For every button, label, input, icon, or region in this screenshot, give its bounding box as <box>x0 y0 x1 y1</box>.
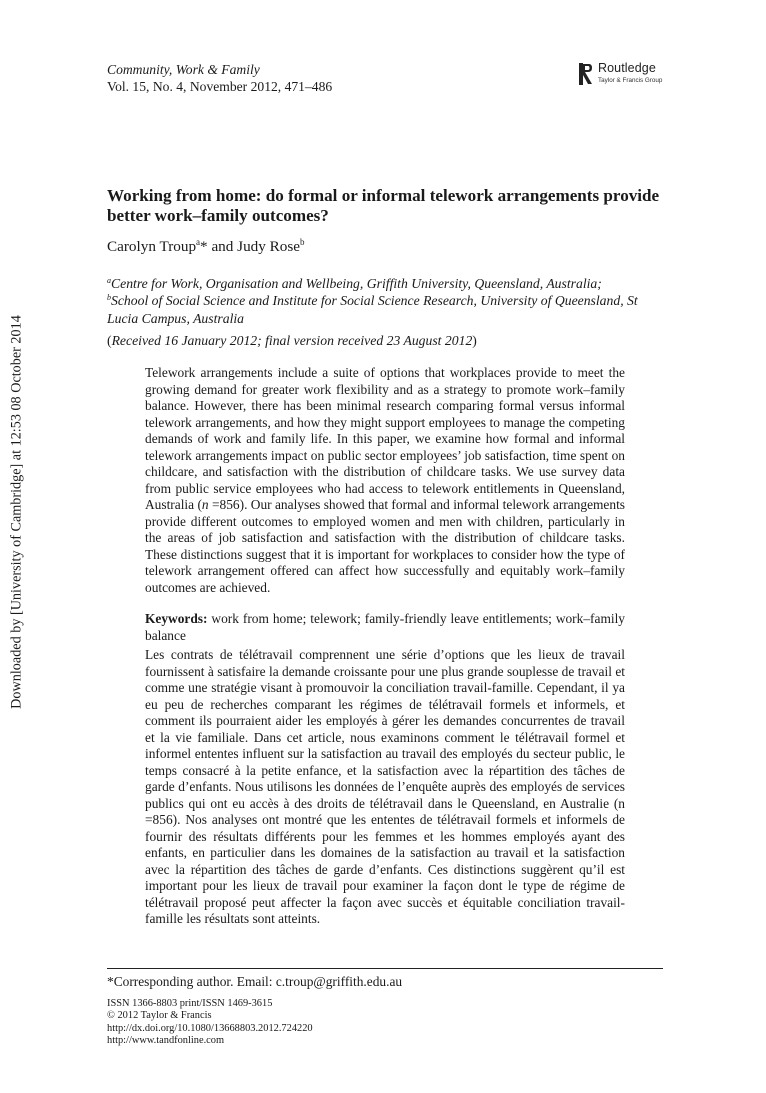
received-open: ( <box>107 333 112 348</box>
author-line <box>107 237 305 256</box>
copyright: © 2012 Taylor & Francis <box>107 1010 212 1022</box>
corresponding-mark: * <box>200 238 208 255</box>
author-1: Carolyn Troup <box>107 238 197 255</box>
keywords-label: Keywords: <box>145 611 208 626</box>
journal-header <box>107 61 332 95</box>
abstract-part-2: =856). Our analyses showed that formal and informal telework arrangements provide different outcomes to employed women and men with children, particularly in the areas of job satisfaction and satisfaction with the distribution of childcare tasks. These distinctions suggest that it is important for workplaces to consider how the type of telework arrangement offered can affect how successfully and equitably work–family outcomes are achieved. <box>145 497 626 595</box>
abstract-part-1: Telework arrangements include a suite of options that workplaces provide to meet the growing demand for greater work flexibility and as a strategy to promote work–family balance. However, there has been minimal research comparing formal versus informal telework arrangements, and how they might support employees to manage the competing demands of work and family life. In this paper, we examine how formal and informal telework arrangements impact on public sector employees’ job satisfaction, time spent on childcare, and satisfaction with the distribution of childcare tasks. We use survey data from public service employees who had access to telework entitlements in Queensland, Australia ( <box>145 365 625 512</box>
author-2: Judy Rose <box>237 238 301 255</box>
received-close: ) <box>472 333 477 348</box>
journal-name: Community, Work & Family <box>107 62 260 77</box>
download-watermark <box>5 315 29 709</box>
keywords-text: work from home; telework; family-friendly leave entitlements; work–family balance <box>145 611 625 643</box>
publisher-name: Routledge <box>598 61 656 75</box>
french-abstract: Les contrats de télétravail comprennent une série d’options que les lieux de travail fournissent à satisfaire la demande croissante pour une plus grande souplesse de travail et comme une stratégie visant à promouvoir la conciliation travail-famille. Cependant, il ya eu peu de recherches comparant les régimes de télétravail formels et informels, et comment ils pourraient aider les employés à gérer les demandes concurrentes de travail et la vie familiale. Dans cet article, nous examinons comment le télétravail formel et informel ententes influent sur la satisfaction au travail des employés du secteur public, le temps consacré à la petite enfance, et la satisfaction avec la répartition des tâches de garde d’enfants. Nous utilisons les données de l’enquête auprès des employés de services publics qui ont eu accès à des droits de télétravail dans le Queensland, en Australie (n =856). Nos analyses ont montré que les ententes de télétravail formels et informels de fournir des résultats différents pour les femmes et les hommes employés ayant des enfants, en particulier dans les domaines de la satisfaction au travail et la satisfaction avec la répartition des tâches de garde d’enfants. Ces distinctions suggèrent qu’il est important pour les lieux de travail pour examiner la façon dont le type de régime de télétravail proposé peut affecter la façon avec succès et équitable conciliation travail-famille les résultats sont atteints. <box>145 647 625 926</box>
publisher-url[interactable]: http://www.tandfonline.com <box>107 1034 225 1046</box>
footnote-divider <box>107 968 663 969</box>
journal-volume: Vol. 15, No. 4, November 2012, 471–486 <box>107 79 333 94</box>
author-join: and <box>207 238 238 255</box>
author-2-affiliation-mark: b <box>300 237 305 247</box>
issn: ISSN 1366-8803 print/ISSN 1469-3615 <box>107 998 273 1009</box>
keywords <box>145 611 625 644</box>
received-text: Received 16 January 2012; final version received 23 August 2012 <box>111 333 473 348</box>
doi-link[interactable]: http://dx.doi.org/10.1080/13668803.2012.724220 <box>107 1022 313 1034</box>
received-dates <box>107 332 477 349</box>
affiliation-a-mark: a <box>107 276 111 285</box>
corresponding-author-note: *Corresponding author. Email: c.troup@griffith.edu.au <box>107 974 403 989</box>
affiliation-b-text: School of Social Science and Institute for Social Science Research, University of Queensland, St Lucia Campus, Australia <box>107 293 638 326</box>
author-1-affiliation-mark: a <box>196 237 201 247</box>
affiliation-b-mark: b <box>107 293 111 303</box>
affiliations <box>107 275 667 327</box>
affiliation-a-text: Centre for Work, Organisation and Wellbeing, Griffith University, Queensland, Australia; <box>111 276 602 291</box>
article-title: Working from home: do formal or informal telework arrangements provide better work–family outcomes? <box>107 186 660 225</box>
affiliation-a <box>107 275 667 292</box>
affiliation-b <box>107 292 667 327</box>
abstract <box>145 365 625 596</box>
download-notice: Downloaded by [University of Cambridge] at 12:53 08 October 2014 <box>8 315 25 709</box>
publisher-logo <box>578 61 668 89</box>
publication-info <box>107 998 313 1047</box>
publisher-group: Taylor & Francis Group <box>598 77 663 84</box>
abstract-n-symbol: n <box>201 497 209 512</box>
routledge-mark-icon <box>578 62 593 86</box>
